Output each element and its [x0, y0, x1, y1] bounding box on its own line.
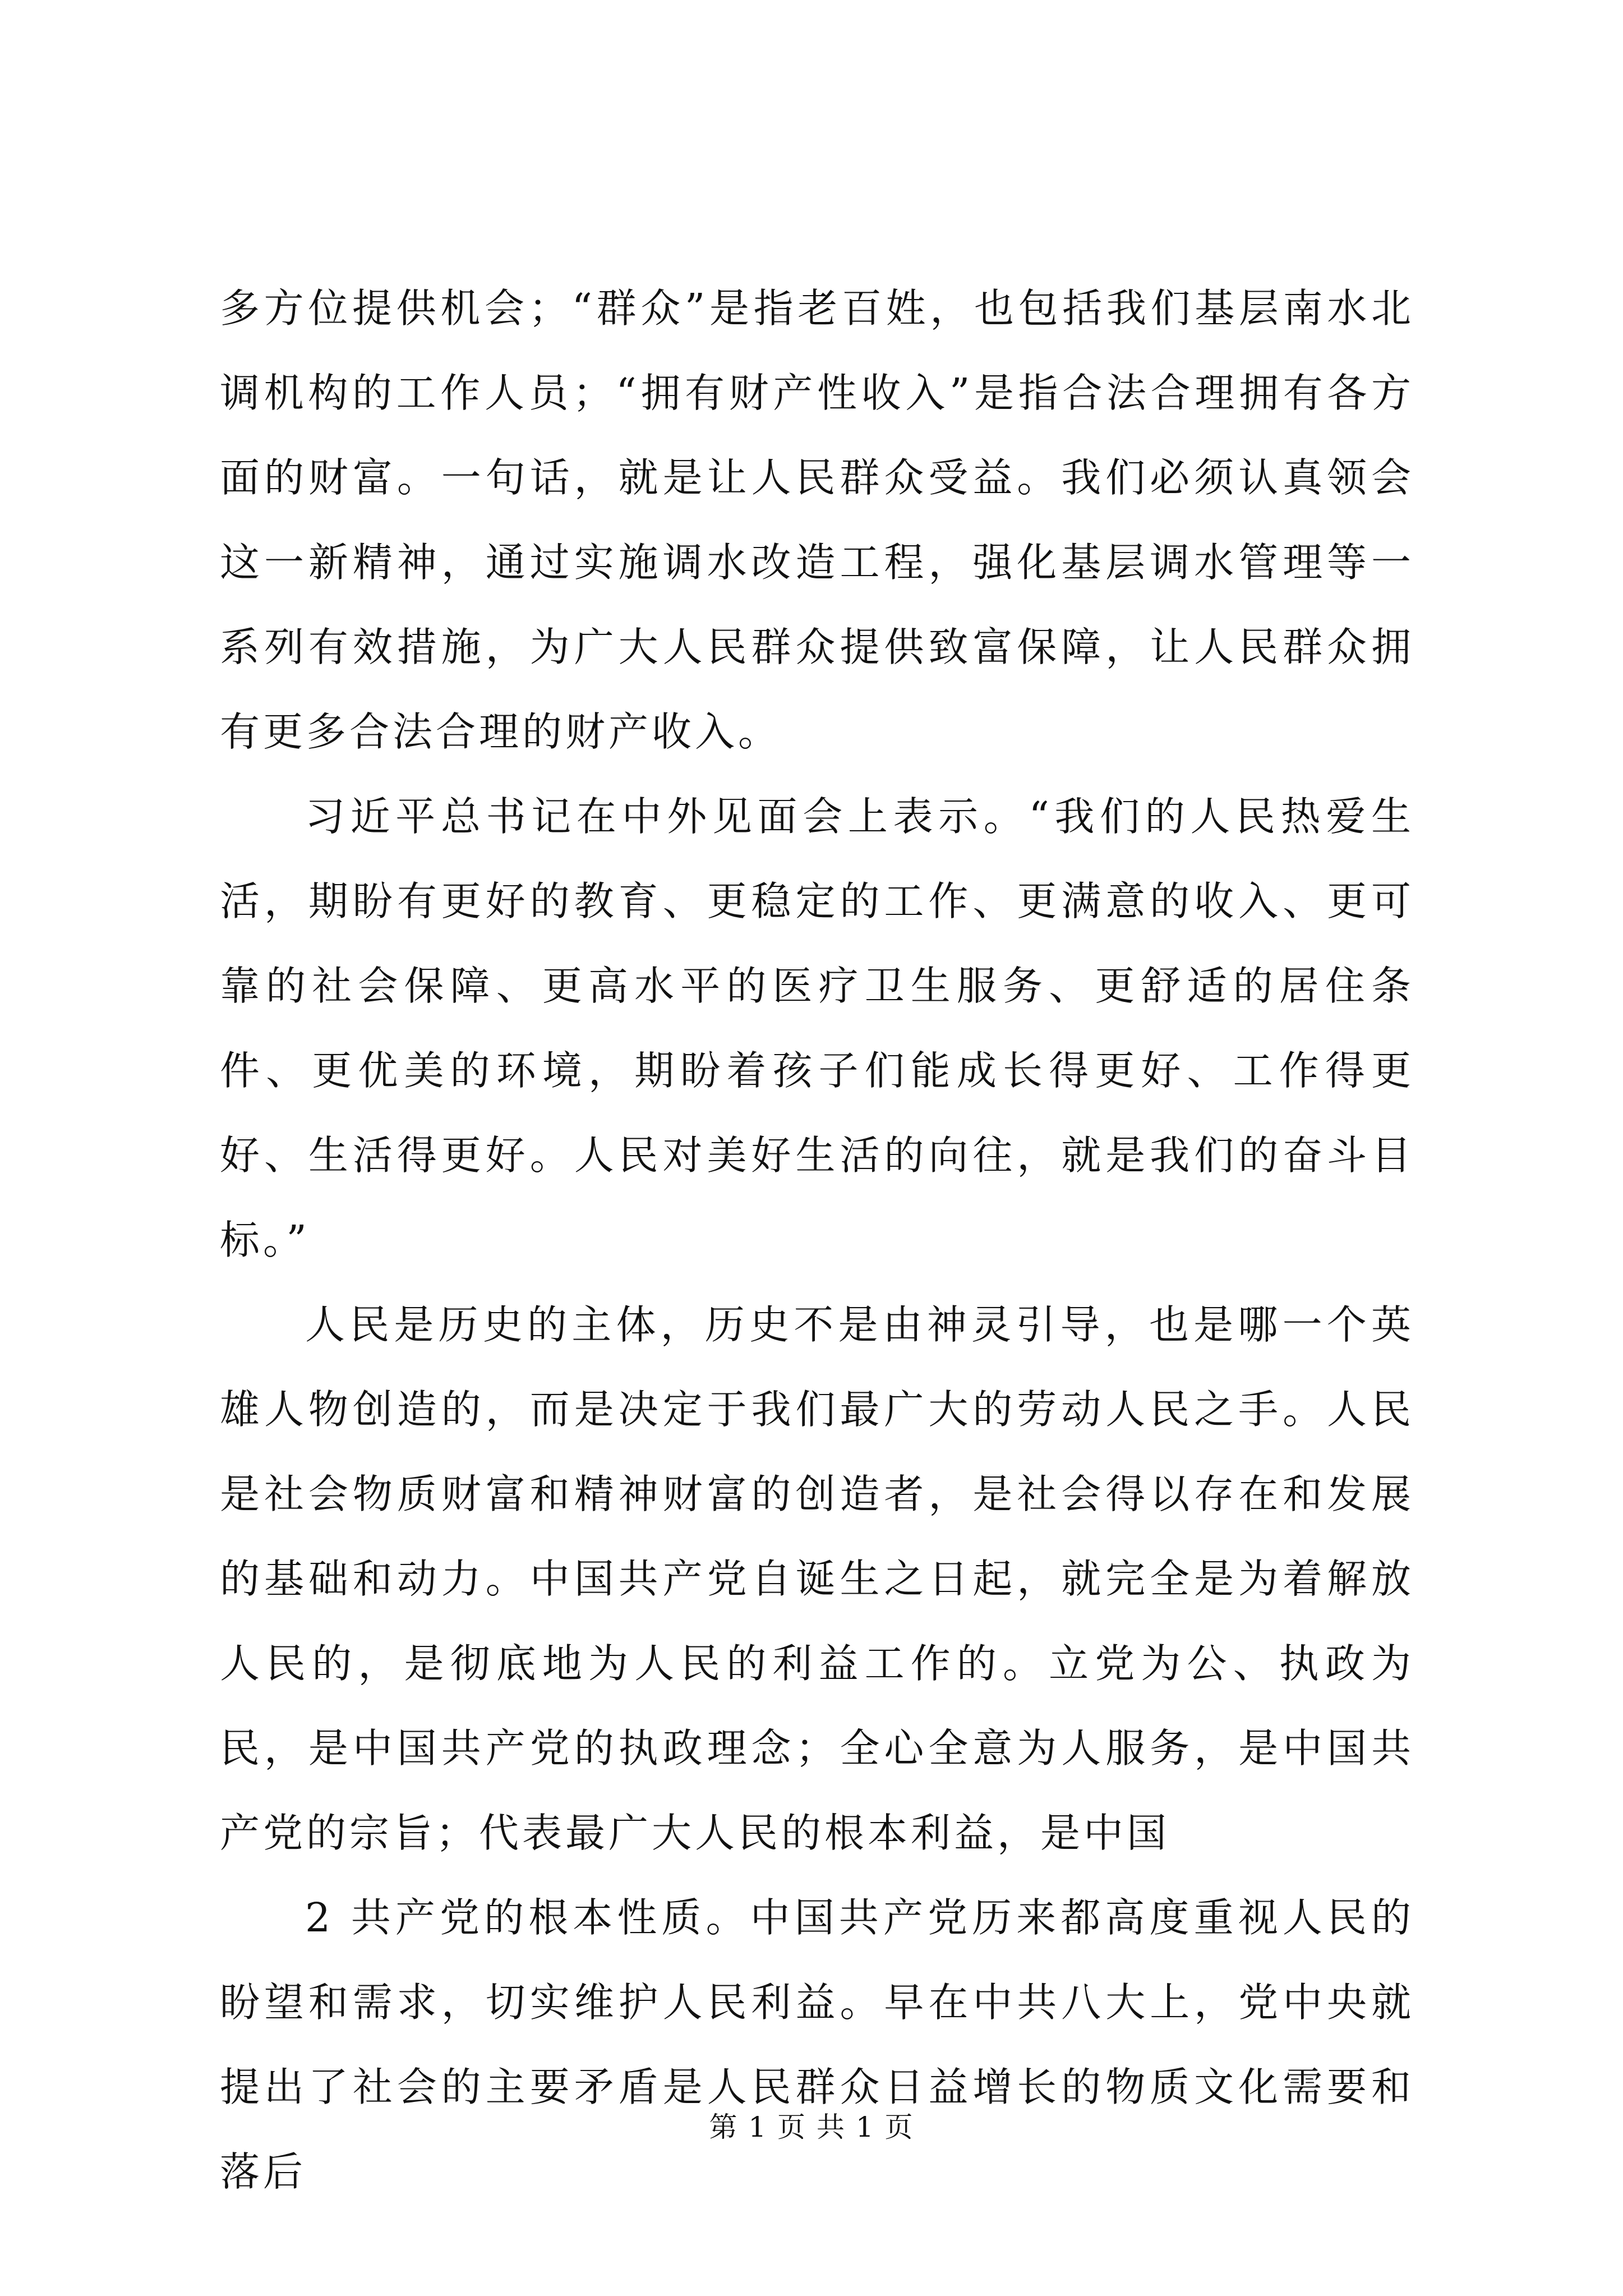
paragraph-3: 人民是历史的主体，历史不是由神灵引导，也是哪一个英雄人物创造的，而是决定于我们最广大的劳动人民之手。人民是社会物质财富和精神财富的创造者，是社会得以存在和发展的基础和动力。中国共产党自诞生之日起，就完全是为着解放人民的，是彻底地为人民的利益工作的。立党为公、执政为民，是中国共产党的执政理念；全心全意为人服务，是中国共产党的宗旨；代表最广大人民的根本利益，是中国: [220, 1301, 1414, 1856]
page-number-footer: 第 1 页 共 1 页: [709, 2111, 914, 2143]
document-body: [220, 266, 1414, 2214]
paragraph-4: 2 共产党的根本性质。中国共产党历来都高度重视人民的盼望和需求，切实维护人民利益。早在中共八大上，党中央就提出了社会的主要矛盾是人民群众日益增长的物质文化需要和落后: [220, 1894, 1414, 2195]
paragraph-2: 习近平总书记在中外见面会上表示。“我们的人民热爱生活，期盼有更好的教育、更稳定的工作、更满意的收入、更可靠的社会保障、更高水平的医疗卫生服务、更舒适的居住条件、更优美的环境，期盼着孩子们能成长得更好、工作得更好、生活得更好。人民对美好生活的向往，就是我们的奋斗目标。”: [220, 793, 1414, 1263]
paragraph-1: 多方位提供机会；“群众”是指老百姓，也包括我们基层南水北调机构的工作人员；“拥有财产性收入”是指合法合理拥有各方面的财富。一句话，就是让人民群众受益。我们必须认真领会这一新精神，通过实施调水改造工程，强化基层调水管理等一系列有效措施，为广大人民群众提供致富保障，让人民群众拥有更多合法合理的财产收入。: [220, 285, 1414, 755]
